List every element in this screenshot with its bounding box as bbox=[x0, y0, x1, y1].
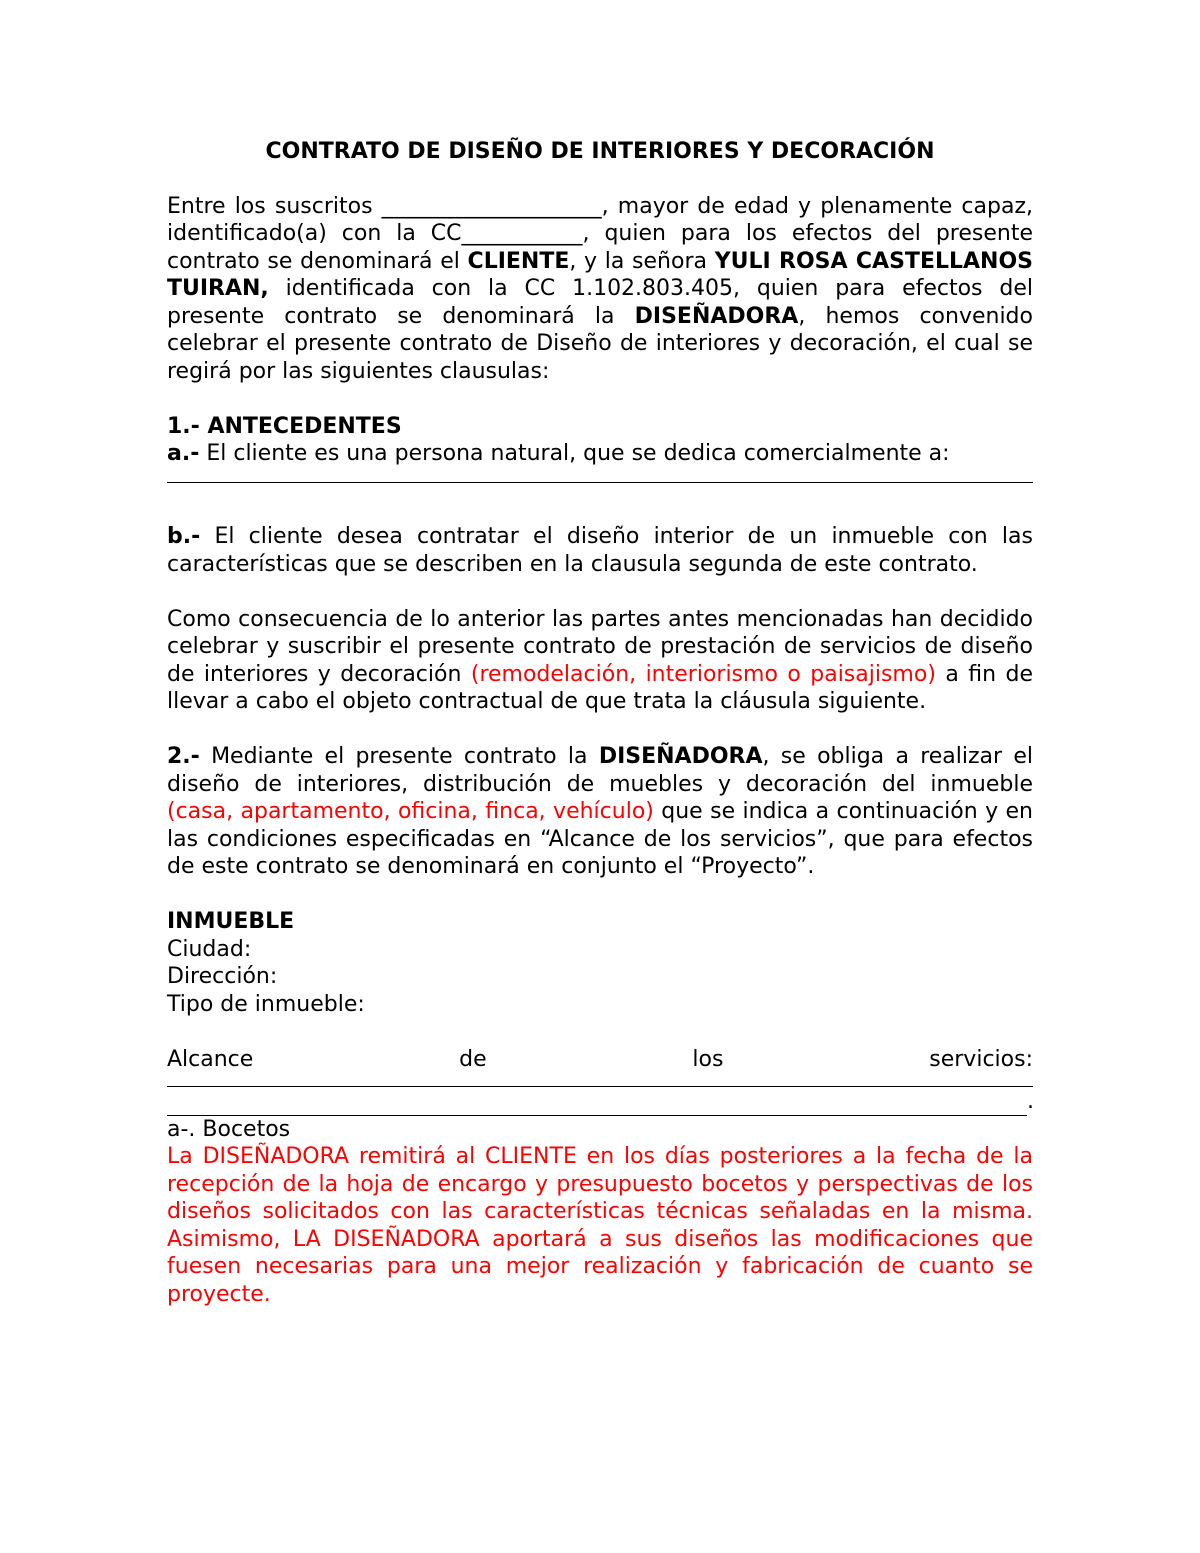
clausula-2-disenadora: DISEÑADORA bbox=[598, 744, 763, 769]
consecuencia-highlight: (remodelación, interiorismo o paisajismo) bbox=[470, 661, 936, 687]
antecedente-b-label: b.- bbox=[167, 524, 201, 549]
alcance-blank-line-1 bbox=[167, 1073, 1033, 1087]
clausula-2-highlight: (casa, apartamento, oficina, finca, vehículo) bbox=[167, 799, 654, 824]
inmueble-ciudad: Ciudad: bbox=[167, 936, 252, 962]
intro-text-4: , hemos convenido celebrar el presente contrato de Diseño de interiores y decoración, el cual se regirá por las siguientes clausulas: bbox=[167, 303, 1033, 384]
intro-designer-name: YULI ROSA CASTELLANOS TUIRAN, bbox=[167, 248, 1033, 301]
antecedente-b-text: El cliente desea contratar el diseño interior de un inmueble con las características que se describen en la clausula segunda de este contrato. bbox=[167, 524, 1033, 577]
alcance-blank-line-2 bbox=[167, 1088, 1033, 1116]
inmueble-tipo: Tipo de inmueble: bbox=[167, 991, 365, 1017]
clausula-2-text-3: que se indica a continuación y en las condiciones especificadas en “Alcance de los servicios”, que para efectos de este contrato se denominará en conjunto el “Proyecto”. bbox=[167, 799, 1033, 879]
antecedente-a-text: El cliente es una persona natural, que se dedica comercialmente a: bbox=[199, 441, 950, 466]
intro-text-2: , y la señora bbox=[569, 248, 715, 274]
antecedente-a bbox=[167, 440, 1033, 468]
inmueble-heading bbox=[167, 908, 1033, 936]
intro-text-3: identificada con la CC 1.102.803.405, quien para efectos del presente contrato se denominará la bbox=[167, 276, 1033, 329]
alcance-word-2: de bbox=[459, 1046, 487, 1072]
alcance-end-dot: . bbox=[1027, 1089, 1034, 1114]
clausula-2-paragraph bbox=[167, 743, 1033, 881]
antecedentes-heading bbox=[167, 413, 1033, 441]
alcance-word-4: servicios: bbox=[929, 1046, 1033, 1072]
intro-text-1: Entre los suscritos ____________________, mayor de edad y plenamente capaz, identificado(a) con la CC___________, quien para los efectos del presente contrato se denominará el bbox=[167, 193, 1033, 274]
intro-cliente: CLIENTE bbox=[467, 248, 570, 274]
clausula-2-text-1: Mediante el presente contrato la bbox=[199, 744, 599, 769]
intro-disenadora: DISEÑADORA bbox=[634, 303, 799, 329]
alcance-word-1: Alcance bbox=[167, 1046, 254, 1072]
alcance-blank-rule bbox=[167, 1102, 1027, 1116]
consecuencia-text-1: Como consecuencia de lo anterior las partes antes mencionadas han decidido celebrar y suscribir el presente contrato de prestación de servicios de diseño de interiores y decoración bbox=[167, 606, 1033, 687]
bocetos-label: a-. Bocetos bbox=[167, 1116, 291, 1142]
alcance-line bbox=[167, 1046, 1033, 1074]
inmueble-direccion: Dirección: bbox=[167, 964, 278, 989]
document-body bbox=[167, 138, 1033, 1308]
intro-paragraph bbox=[167, 193, 1033, 386]
blank-line-actividad bbox=[167, 468, 1033, 483]
clausula-2-label: 2.- bbox=[167, 744, 200, 769]
alcance-word-3: los bbox=[692, 1046, 724, 1072]
antecedente-b bbox=[167, 523, 1033, 578]
antecedentes-heading-text: 1.- ANTECEDENTES bbox=[167, 413, 402, 439]
clausula-2-text-2: , se obliga a realizar el diseño de interiores, distribución de muebles y decoración del inmueble bbox=[167, 744, 1034, 797]
consecuencia-paragraph bbox=[167, 606, 1033, 716]
document-title: CONTRATO DE DISEÑO DE INTERIORES Y DECORACIÓN bbox=[265, 139, 935, 164]
antecedente-a-label: a.- bbox=[167, 441, 200, 466]
bocetos-text: La DISEÑADORA remitirá al CLIENTE en los días posteriores a la fecha de la recepción de la hoja de encargo y presupuesto bocetos y perspectivas de los diseños solicitados con las características técnicas señaladas en la misma. Asimismo, LA DISEÑADORA aportará a sus diseños las modificaciones que fuesen necesarias para una mejor realización y fabricación de cuanto se proyecte. bbox=[167, 1144, 1033, 1307]
inmueble-heading-text: INMUEBLE bbox=[167, 909, 295, 934]
consecuencia-text-2: a fin de llevar a cabo el objeto contractual de que trata la cláusula siguiente. bbox=[167, 661, 1033, 714]
